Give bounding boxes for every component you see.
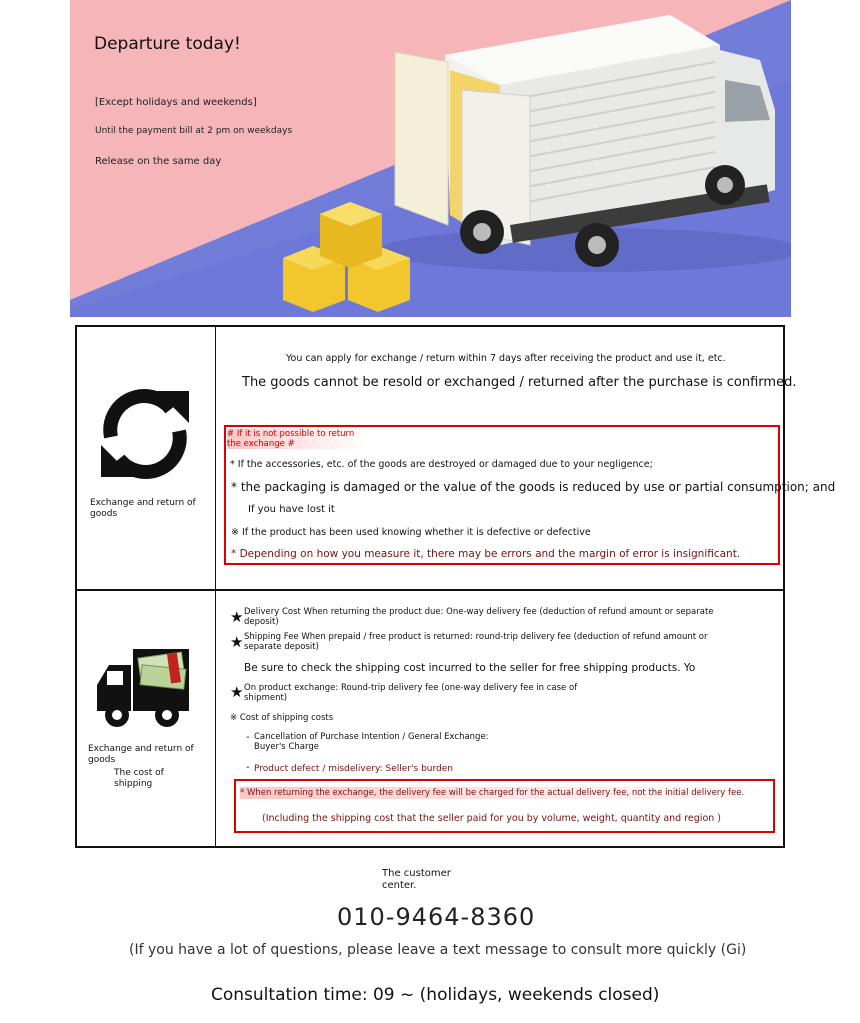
star-icon: ★ bbox=[230, 633, 244, 651]
delivery-banner bbox=[70, 0, 791, 317]
non-returnable-heading: # If it is not possible to return the exchange # bbox=[227, 429, 367, 449]
shipping-item: On product exchange: Round-trip delivery fee (one-way delivery fee in case of shipment) bbox=[244, 683, 578, 703]
banner-holiday-note: [Except holidays and weekends] bbox=[95, 97, 257, 108]
refresh-arrows-icon bbox=[97, 385, 193, 483]
row-divider bbox=[77, 589, 783, 591]
cash-stack-icon bbox=[138, 652, 186, 689]
exchange-notice: The goods cannot be resold or exchanged / returned after the purchase is confirmed. bbox=[242, 375, 797, 390]
exchange-fee-note: * When returning the exchange, the delivery fee will be charged for the actual delivery fee, not the initial delivery fee. bbox=[240, 787, 765, 799]
exchange-fee-detail: (Including the shipping cost that the seller paid for you by volume, weight, quantity and region ) bbox=[262, 813, 722, 824]
column-divider bbox=[215, 327, 216, 846]
shipping-label-2: The cost of shipping bbox=[114, 768, 164, 789]
shipping-item: Shipping Fee When prepaid / free product is returned: round-trip delivery fee (deduction of refund amount or separate deposit) bbox=[244, 632, 708, 652]
phone-number[interactable]: 010-9464-8360 bbox=[337, 903, 536, 931]
delivery-truck-icon bbox=[95, 645, 195, 729]
shipping-cost-item: Cancellation of Purchase Intention / General Exchange: Buyer's Charge bbox=[254, 732, 489, 752]
shipping-cost-heading: ※ Cost of shipping costs bbox=[230, 713, 334, 723]
banner-release-note: Release on the same day bbox=[95, 156, 222, 167]
non-returnable-item: If you have lost it bbox=[248, 504, 335, 515]
non-returnable-item: * the packaging is damaged or the value of the goods is reduced by use or partial consumption; and bbox=[231, 480, 836, 494]
non-returnable-box bbox=[224, 425, 836, 565]
star-icon: ★ bbox=[230, 683, 244, 701]
shipping-check-note: Be sure to check the shipping cost incurred to the seller for free shipping products. Yo bbox=[244, 662, 696, 674]
non-returnable-item: ※ If the product has been used knowing whether it is defective or defective bbox=[231, 527, 591, 538]
contact-note: (If you have a lot of questions, please leave a text message to consult more quickly (Gi) bbox=[129, 942, 747, 958]
customer-center-label: The customer center. bbox=[382, 868, 451, 891]
star-icon: ★ bbox=[230, 608, 244, 626]
non-returnable-item: * Depending on how you measure it, there may be errors and the margin of error is insignificant. bbox=[231, 548, 741, 560]
exchange-intro: You can apply for exchange / return within 7 days after receiving the product and use it, etc. bbox=[286, 353, 726, 364]
non-returnable-item: * If the accessories, etc. of the goods are destroyed or damaged due to your negligence; bbox=[230, 459, 653, 470]
dash-icon: - bbox=[246, 732, 250, 743]
exchange-label: Exchange and return of goods bbox=[90, 498, 196, 519]
consultation-time: Consultation time: 09 ~ (holidays, weekends closed) bbox=[211, 985, 660, 1005]
shipping-cost-item: Product defect / misdelivery: Seller's burden bbox=[254, 764, 453, 774]
banner-title: Departure today! bbox=[94, 34, 241, 54]
dash-icon: - bbox=[246, 762, 250, 773]
exchange-fee-box bbox=[234, 779, 775, 833]
banner-payment-note: Until the payment bill at 2 pm on weekdays bbox=[95, 126, 293, 136]
shipping-item: Delivery Cost When returning the product due: One-way delivery fee (deduction of refund amount or separate deposit) bbox=[244, 607, 714, 627]
shipping-label-1: Exchange and return of goods bbox=[88, 744, 194, 765]
exchange-return-table bbox=[75, 325, 836, 848]
